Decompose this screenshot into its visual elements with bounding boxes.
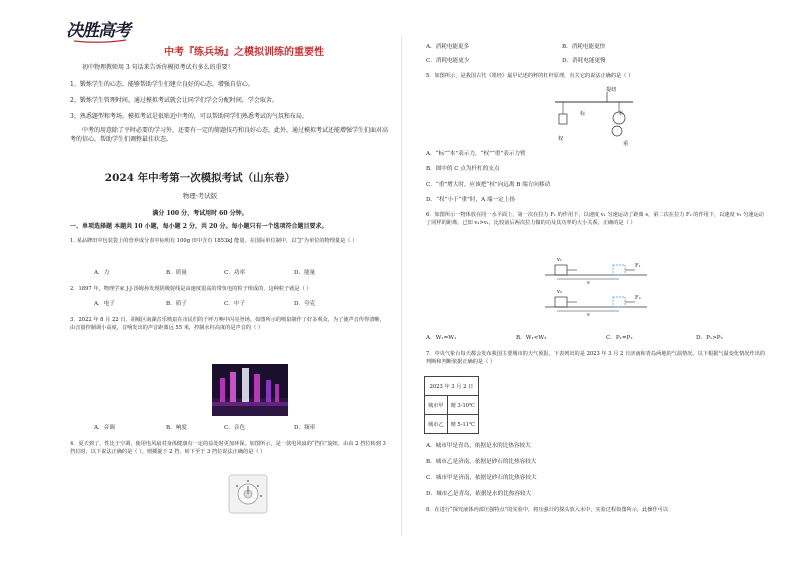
table-cell: 城市乙 <box>425 415 448 434</box>
intro-point-3: 3、熟悉题型和考场。模拟考试是很贴近中考的，可以帮助同学们熟悉考试的气氛和布局。 <box>70 113 308 120</box>
question-2-stem: 2．1897 年，物理学家 J·J·汤姆孙发现阴极射线是由速度很高的带负电的粒子组成的，这种粒子就是（ ） <box>70 286 312 292</box>
q2-choice-b[interactable]: B．质子 <box>166 301 187 307</box>
q5-label-ben: 本 <box>618 111 624 117</box>
q4-choice-c[interactable]: C．消耗电能更少 <box>426 58 470 64</box>
logo-underline-icon <box>72 38 128 44</box>
q7-choice-c[interactable]: C．城市甲是济南，依据是砂石的比热容较大 <box>426 475 537 481</box>
q1-choice-d[interactable]: D．能量 <box>294 270 316 276</box>
table-cell: 晴 5-11℃ <box>447 415 478 434</box>
logo-text: 决胜高考 <box>66 21 130 41</box>
q3-choice-c[interactable]: C．音色 <box>224 425 246 431</box>
q6-label-s1: s <box>587 280 590 286</box>
q6-label-v1: v₁ <box>557 257 563 263</box>
question-5-stem: 5．如图所示，是我国古代《墨经》最早记述的秤的杠杆原理，有关它的说法正确的是（ ） <box>426 73 634 79</box>
q7-choice-d[interactable]: D．城市乙是青岛，依据是水的比热容较大 <box>426 491 532 497</box>
question-4-stem: 4．夏天到了，性比于空调，使用电风扇对身体健康有一定的益处时更加环保。如图所示，是一款电风扇的“挡位”旋钮，由由 2 挡位转到 3 挡位时，以下说法正确的是（ ）。则插旋于 2 挡，转下至于 3 挡位说法正确的是（ ） <box>70 441 386 455</box>
q6-choice-b[interactable]: B．W₁<W₂ <box>516 335 547 341</box>
q5-label-tiniu: 提纽 <box>606 87 617 93</box>
q2-choice-d[interactable]: D．夸克 <box>294 301 316 307</box>
exam-subtitle: 物理·考试版 <box>182 192 218 200</box>
table-row <box>425 415 479 434</box>
steelyard-diagram <box>553 84 637 148</box>
table-cell: 晴 3-10℃ <box>447 396 478 415</box>
logo <box>66 16 138 50</box>
q6-choice-c[interactable]: C．P₁=P₂ <box>606 335 633 341</box>
q3-choice-d[interactable]: D．频率 <box>294 425 316 431</box>
q2-choice-c[interactable]: C．中子 <box>224 301 246 307</box>
intro-closing: 中考的用意除了平时必要的学习外，还要有一定的简题技巧和良好心态。此外，通过模拟考试还能增强学生们面对高考的信心，帮助学生们调整最佳状态。 <box>70 127 389 143</box>
question-7-stem: 7．中央气象台每天都会发布我国主要城市的天气预报，下表列出的是 2023 年 3 月 2 日济南和青岛两地的气温情况，以下根据气温变化情况作出的判断和判断依据正确的是（ ） <box>426 351 766 365</box>
column-divider <box>401 36 402 536</box>
q5-choice-a[interactable]: A．“标”“本”表示力，“权”“重”表示力臂 <box>426 151 526 157</box>
intro-point-2: 2、锻炼学生管理时间。通过模拟考试就会让同学们学会分配时间，学会取舍。 <box>70 97 278 104</box>
question-8-stem: 8．在进行“探究液体内部压强特点”的实验中，将压强计的探头放入水中，实验过程如图所示，此操作可以 <box>426 507 669 513</box>
q5-choice-d[interactable]: D．“权”小于“重”时，A 端一定上扬 <box>426 197 515 203</box>
q1-choice-c[interactable]: C．功率 <box>224 270 246 276</box>
table-header-cell: 2023 年 3 月 2 日 <box>425 377 479 396</box>
q6-choice-a[interactable]: A．W₁=W₂ <box>426 335 457 341</box>
q4-choice-a[interactable]: A．消耗电能更多 <box>426 44 470 50</box>
fountain-photo <box>212 364 288 416</box>
q5-label-quan: 权 <box>558 136 564 142</box>
table-row <box>425 396 479 415</box>
section-heading: 一、单项选择题 本题共 10 小题，每小题 2 分，共 20 分。每小题只有一个选项符合题目要求。 <box>70 223 328 230</box>
fan-knob-photo <box>228 474 268 514</box>
q7-choice-b[interactable]: B．城市乙是济南，依据是砂石的比热容较大 <box>426 459 537 465</box>
q5-label-zhong: 重 <box>623 141 629 147</box>
weather-table <box>424 376 479 434</box>
q4-choice-b[interactable]: B．消耗电能更快 <box>562 44 606 50</box>
q1-choice-b[interactable]: B．质量 <box>166 270 187 276</box>
q6-label-v2: v₂ <box>557 289 563 295</box>
question-6-stem: 6．如图所示一物体放在同一水平面上，第一次在拉力 F₁ 的作用下，以速度 v₁ 匀速运动了距离 s，第二次在拉力 F₂ 的作用下，以速度 v₂ 匀速运动了同样的距离，已知 v₂>v₁，比较前后两次拉力做的功及其功率的大小关系，正确的是（ ） <box>426 212 764 226</box>
question-3-stem: 3．2022 年 8 月 22 日，胡城区南湖音乐喷泉在市民们的千呼万唤中闪亮登场。如图所示的喷泉制作了好多观众，为了使声音传得清晰，由音量控制调小高度，音响发出的声音距离远 55 米，控制水柱高度的是声音的（ ） <box>70 317 385 331</box>
q5-label-biao: 标 <box>580 111 586 117</box>
q6-label-s2: s <box>587 312 590 318</box>
q3-choice-a[interactable]: A．音调 <box>94 425 115 431</box>
q5-choice-c[interactable]: C．“重”增大时，应该把“权”向远离 B 端方向移动 <box>426 182 551 188</box>
q7-choice-a[interactable]: A．城市甲是青岛，依据是水的比热容较大 <box>426 443 531 449</box>
exam-score: 满分 100 分，考试用时 60 分钟。 <box>152 210 248 217</box>
q1-choice-a[interactable]: A．力 <box>94 270 110 276</box>
question-1-stem: 1. 某品牌田中包装袋上的营养成分表中标明有 100g 田中含有 1853kJ 能量，在国际单位制中，以“J”为单位的物理量是（ ） <box>70 238 358 244</box>
intro-point-1: 1、锻炼学生的心态。能够帮助学生们建立良好的心态，增强自信心。 <box>70 81 254 88</box>
q2-choice-a[interactable]: A．电子 <box>94 301 115 307</box>
q6-choice-d[interactable]: D．P₁>P₂ <box>696 335 723 341</box>
table-row <box>425 377 479 396</box>
banner-title: 中考『练兵场』之模拟训练的重要性 <box>164 47 324 58</box>
intro-lead: 初中物理教师用 3 句话来告诉你模拟考试有多么的重要！ <box>82 64 234 71</box>
q4-choice-d[interactable]: D．消耗电能更慢 <box>562 58 606 64</box>
q3-choice-b[interactable]: B．响度 <box>166 425 187 431</box>
q6-label-f1: F₁ <box>635 263 641 269</box>
table-cell: 城市甲 <box>425 396 448 415</box>
exam-title: 2024 年中考第一次模拟考试（山东卷） <box>104 172 296 184</box>
force-motion-diagram <box>543 255 649 317</box>
q5-choice-b[interactable]: B．图中的 C 点为杆杠的支点 <box>426 166 500 172</box>
q6-label-f2: F₂ <box>635 295 641 301</box>
